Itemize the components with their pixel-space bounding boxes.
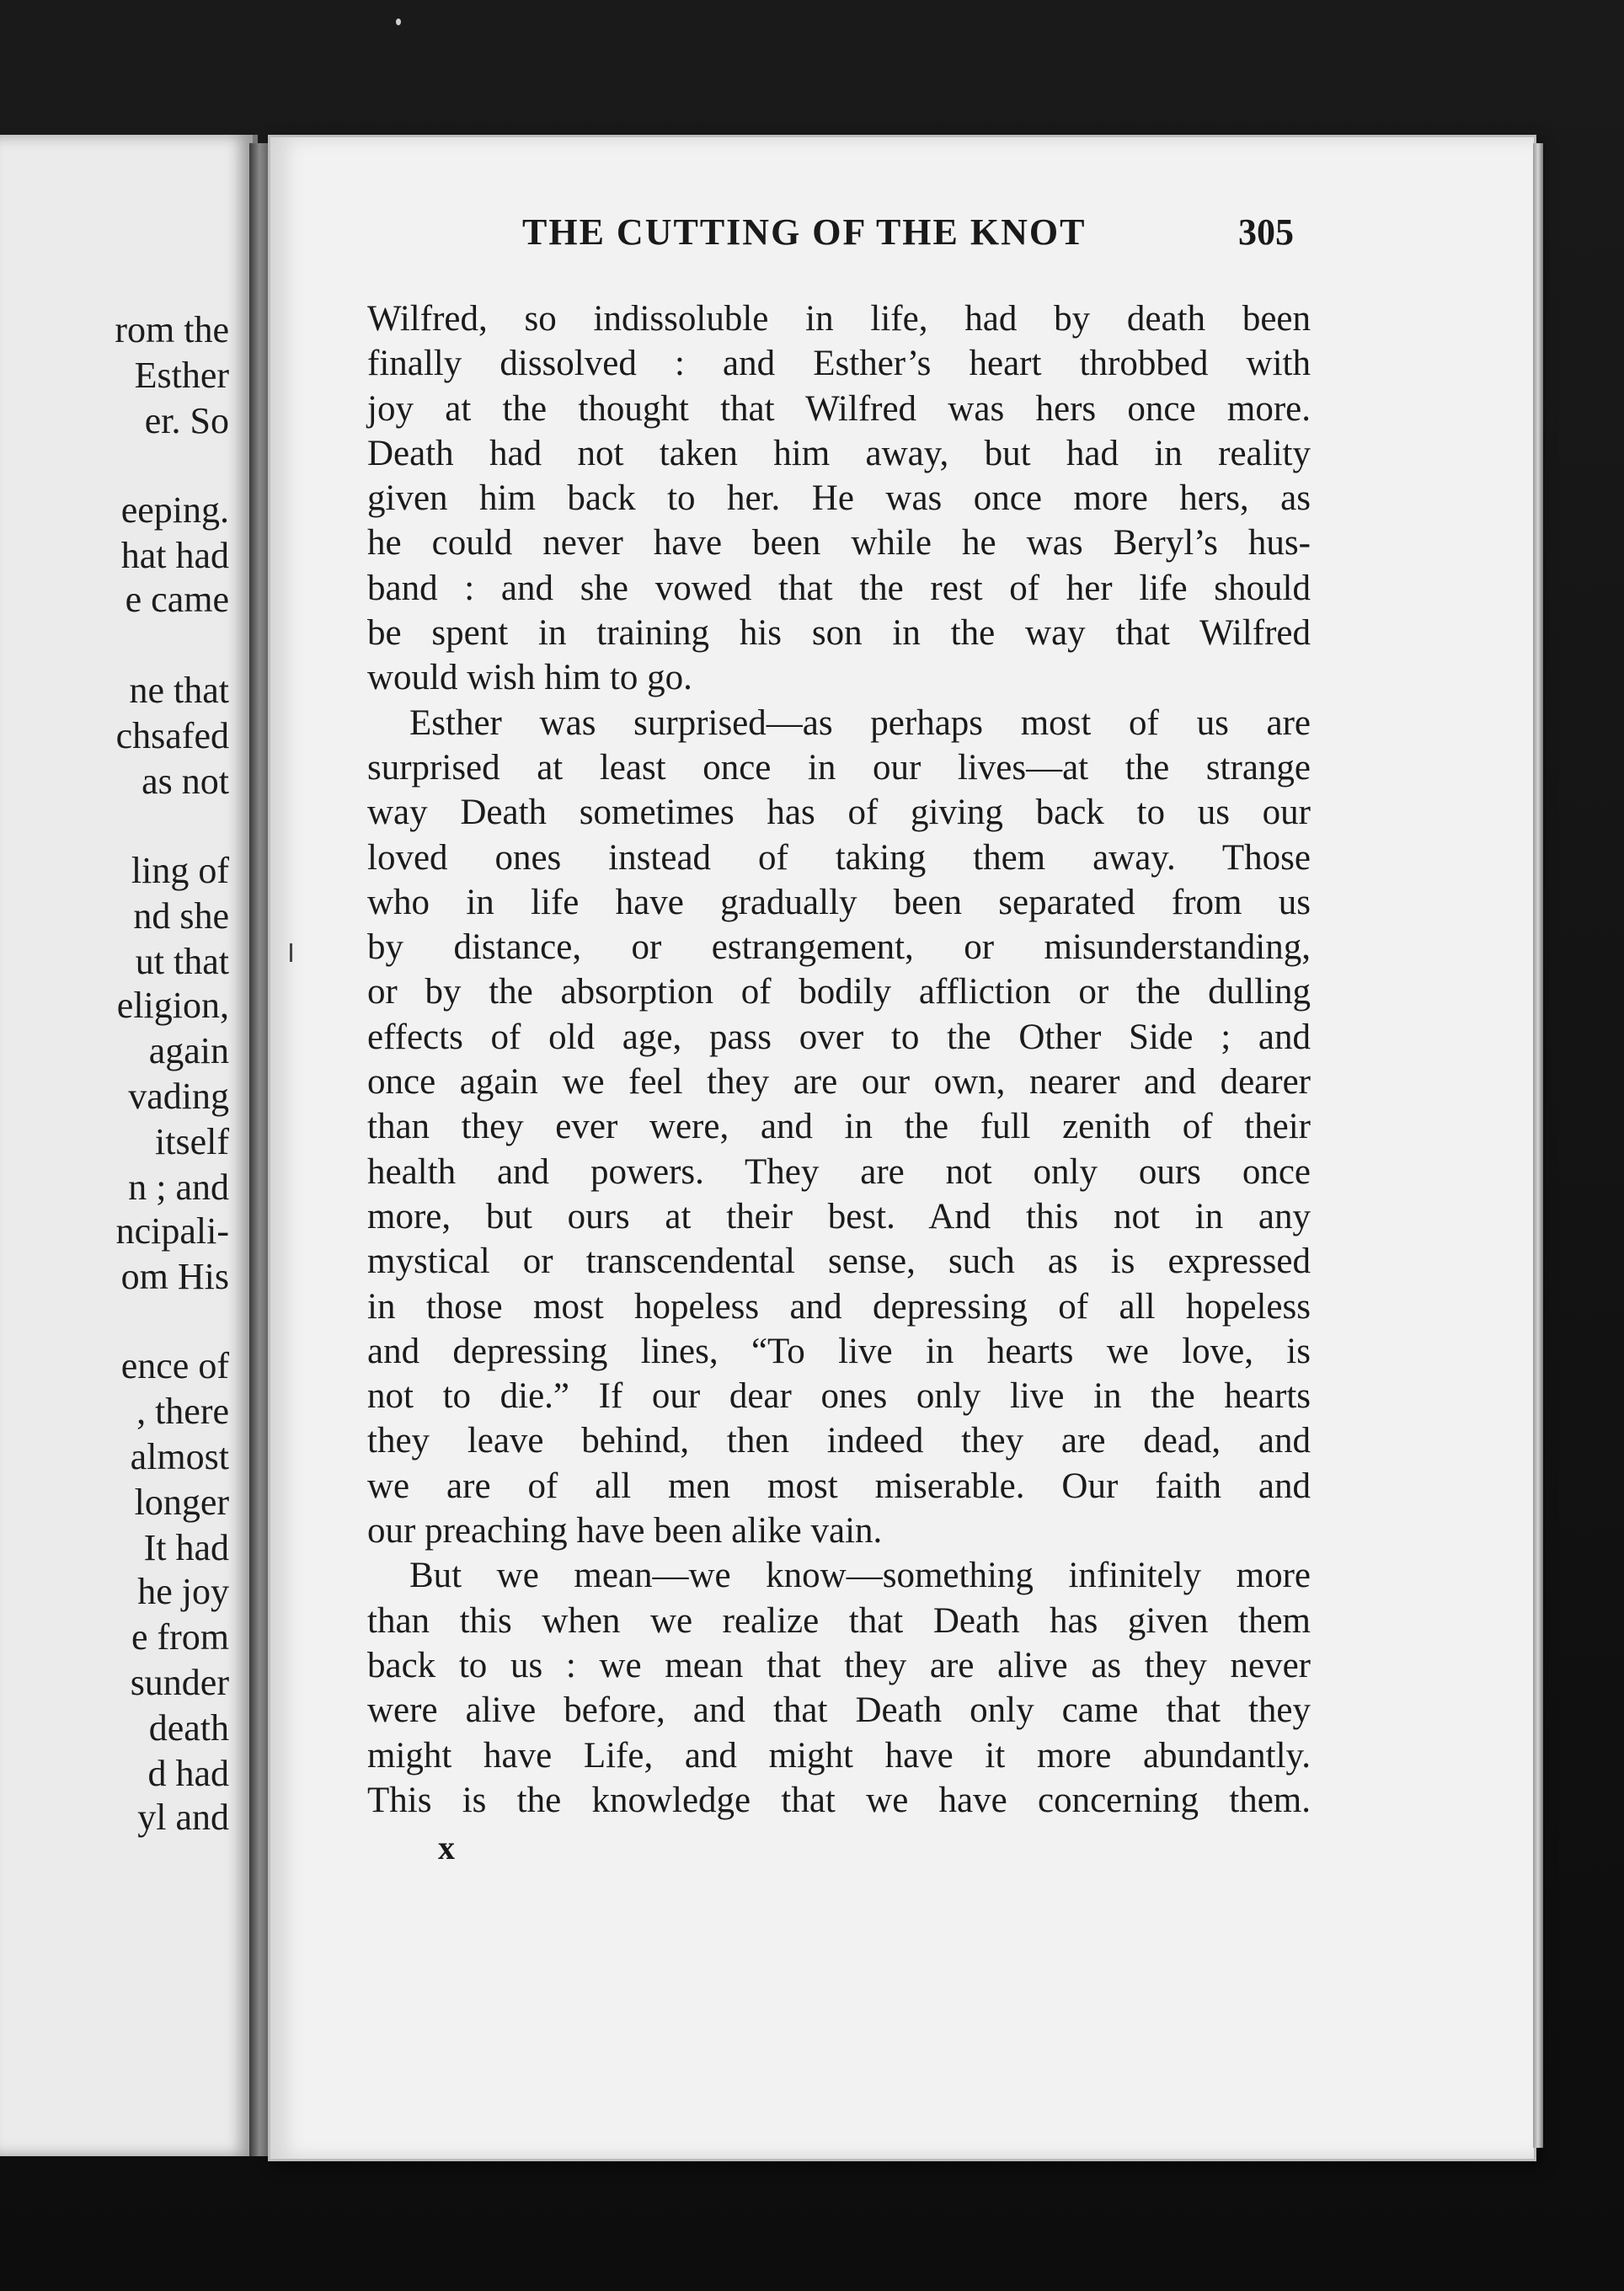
- text-line: would wish him to go.: [367, 658, 692, 698]
- text-line: joy at the thought that Wilfred was hers once more.: [367, 388, 1311, 429]
- left-page-line: again: [148, 1030, 229, 1071]
- page-number: 305: [1238, 211, 1294, 253]
- left-page-line: ut that: [135, 941, 229, 982]
- text-line: But we mean—we know—something infinitely more: [409, 1556, 1311, 1596]
- left-page-line: , there: [136, 1391, 229, 1432]
- left-page-line: almost: [130, 1436, 229, 1477]
- left-page-line: ncipali-: [115, 1210, 229, 1252]
- text-line: once again we feel they are our own, nearer and dearer: [367, 1062, 1311, 1103]
- left-page-line: hat had: [120, 535, 229, 576]
- text-line: and depressing lines, “To live in hearts we love, is: [367, 1331, 1311, 1371]
- left-page-line: he joy: [137, 1571, 229, 1612]
- text-line: This is the knowledge that we have concerning them.: [367, 1780, 1311, 1820]
- text-line: or by the absorption of bodily affliction or the dulling: [367, 972, 1311, 1012]
- running-head: THE CUTTING OF THE KNOT: [522, 211, 1087, 253]
- text-line: surprised at least once in our lives—at the strange: [367, 747, 1311, 788]
- left-page-line: as not: [142, 761, 229, 802]
- page-edge: [1533, 143, 1543, 2148]
- text-line: Wilfred, so indissoluble in life, had by death been: [367, 299, 1311, 339]
- text-line: way Death sometimes has of giving back to us our: [367, 793, 1311, 833]
- text-line: they leave behind, then indeed they are dead, and: [367, 1421, 1311, 1461]
- left-page-line: Esther: [134, 355, 229, 396]
- text-line: effects of old age, pass over to the Other Side ; and: [367, 1017, 1311, 1057]
- text-line: we are of all men most miserable. Our faith and: [367, 1466, 1311, 1506]
- left-page-line: n ; and: [128, 1167, 229, 1208]
- left-page-line: chsafed: [115, 715, 229, 756]
- text-line: finally dissolved : and Esther’s heart throbbed with: [367, 344, 1311, 384]
- text-line: health and powers. They are not only ours once: [367, 1151, 1311, 1192]
- text-line: he could never have been while he was Beryl’s hus-: [367, 523, 1311, 563]
- left-page-line: d had: [147, 1753, 229, 1794]
- left-page-line: eligion,: [116, 985, 229, 1026]
- text-line: more, but ours at their best. And this not in any: [367, 1196, 1311, 1236]
- left-page-line: rom the: [115, 309, 229, 350]
- text-line: back to us : we mean that they are alive as they never: [367, 1645, 1311, 1685]
- left-page-line: sunder: [130, 1662, 229, 1703]
- left-page-line: ence of: [120, 1345, 229, 1386]
- text-line: Death had not taken him away, but had in reality: [367, 433, 1311, 473]
- text-line: our preaching have been alike vain.: [367, 1511, 883, 1551]
- text-line: by distance, or estrangement, or misunderstanding,: [367, 927, 1311, 968]
- left-page-line: om His: [120, 1256, 229, 1297]
- text-line: loved ones instead of taking them away. Those: [367, 837, 1311, 878]
- left-page-line: e came: [125, 579, 229, 620]
- signature-mark: x: [438, 1829, 455, 1866]
- left-page-line: eeping.: [120, 489, 229, 531]
- text-line: band : and she vowed that the rest of her life should: [367, 568, 1311, 608]
- left-page-line: yl and: [137, 1797, 229, 1838]
- body-text: [367, 296, 1311, 1823]
- text-line: Esther was surprised—as perhaps most of us are: [409, 702, 1311, 743]
- text-line: were alive before, and that Death only came that they: [367, 1690, 1311, 1731]
- left-page-line: nd she: [133, 895, 229, 937]
- left-page-line: It had: [143, 1527, 229, 1568]
- left-page-line: ling of: [131, 850, 229, 891]
- text-line: than this when we realize that Death has given them: [367, 1600, 1311, 1641]
- left-page-line: e from: [131, 1616, 229, 1658]
- text-line: mystical or transcendental sense, such as is expressed: [367, 1242, 1311, 1282]
- left-page-line: ne that: [129, 670, 229, 711]
- left-page-line: death: [148, 1707, 229, 1749]
- text-line: given him back to her. He was once more hers, as: [367, 478, 1311, 519]
- left-page-line: longer: [134, 1482, 229, 1523]
- text-line: in those most hopeless and depressing of all hopeless: [367, 1286, 1311, 1327]
- left-page: [0, 135, 258, 2156]
- dust-speck: [396, 19, 401, 25]
- left-page-line: itself: [155, 1121, 229, 1162]
- text-line: than they ever were, and in the full zenith of their: [367, 1107, 1311, 1147]
- left-page-line: er. So: [144, 400, 229, 441]
- text-line: might have Life, and might have it more abundantly.: [367, 1735, 1311, 1776]
- margin-mark: [290, 943, 292, 962]
- left-page-line: vading: [128, 1076, 229, 1117]
- text-line: not to die.” If our dear ones only live in the hearts: [367, 1376, 1311, 1417]
- text-line: who in life have gradually been separated from us: [367, 882, 1311, 922]
- text-line: be spent in training his son in the way that Wilfred: [367, 613, 1311, 654]
